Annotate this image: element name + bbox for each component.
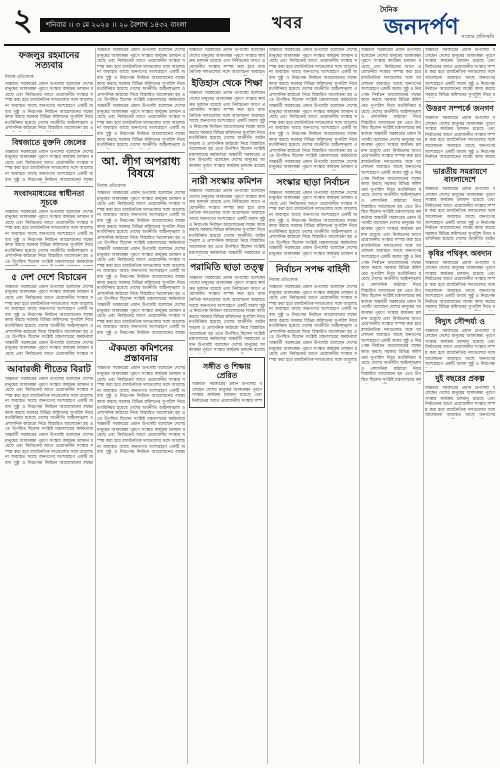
header-rule xyxy=(4,44,496,46)
divider xyxy=(5,186,93,187)
divider xyxy=(269,174,357,175)
column-4 xyxy=(269,48,357,764)
brand-small-label: দৈনিক xyxy=(380,6,398,14)
divider xyxy=(97,152,185,153)
boxed-article xyxy=(189,357,265,408)
article-body: অন্তর্বর্তী সরকারের প্রধান উপদেষ্টা বলেছেন দেশের মানুষের আকাঙ্ক্ষা পূরণে সংস্কার কার্যক্রম চলমান রয়েছে এবং নির্বাচনের আগে প্রয়োজনীয় সংস্কার সম্পন্ন করা হবে রাজনৈতিক দলগুলোর সঙ্গে আলোচনা অব্যাহত আছে জনগণের অংশগ্রহণে একটি অবাধ সুষ্ঠু ও নিরপেক্ষ নির্বাচন আয়োজনের লক্ষ্যে কাজ করছে সরকার বিভিন্ন কমিশনের সুপারিশ নিয়ে মতবিনিময় হয়েছে দেশের অর্থনীতি আইনশৃঙ্খলা ও প্রশাসনিক কাঠামো নিয়ে বিস্তারিত আলোচনা হয় এতে উপস্থিত ছিলেন সংশ্লিষ্ট মন্ত্রণালয়ের কর্মকর্তারা অন্তর্বর্তী সরকারের প্রধান উপদেষ্টা বলেছেন দেশের মানুষের আকাঙ্ক্ষা পূরণে সংস্কার কার্যক্রম চলমান রয়েছে এবং নির্বাচনের আগে প্রয়োজনীয় সংস্কার সম্পন্ন করা হবে রাজনৈতিক দলগুলোর সঙ্গে আলোচনা অব্যাহত আছে জনগণের অংশগ্রহণে একটি অবাধ সুষ্ঠু ও নিরপেক্ষ নির্বাচন আয়োজনের লক্ষ্যে কাজ করছে সরকার বিভিন্ন কমিশনের সুপারিশ নিয়ে মতবিনিময় হয়েছে দেশের অর্থনীতি আইনশৃঙ্খলা ও xyxy=(97,48,185,149)
article-body: অন্তর্বর্তী সরকারের প্রধান উপদেষ্টা বলেছেন দেশের মানুষের আকাঙ্ক্ষা পূরণে সংস্কার কার্যক্রম চলমান রয়েছে এবং নির্বাচনের আগে প্রয়োজনীয় সংস্কার সম্পন্ন করা হবে রাজনৈতিক দলগুলোর সঙ্গে আলোচনা অব্যাহত আছে জনগণের অংশগ্রহণে একটি অবাধ সুষ্ঠু ও নিরপেক্ষ নির্বাচন আয়োজনের লক্ষ্যে কাজ করছে সরকার বিভিন্ন কমিশনের সুপারিশ নিয়ে ম xyxy=(425,260,495,311)
page-number: ২ xyxy=(13,3,33,38)
article-body: অন্তর্বর্তী সরকারের প্রধান উপদেষ্টা বলেছেন দেশের মানুষের আকাঙ্ক্ষা পূরণে সংস্কার কার্যক্রম চলমান রয়েছে এবং নির্বাচনের আগে প্রয়োজনীয় সংস্কার সম্পন্ন করা হবে রাজনৈতিক দলগুলোর সঙ্গে আলোচনা অব্যাহত আছে জনগণের অংশগ্রহণে একটি অবাধ সুষ্ঠু ও নিরপেক্ষ নির্বাচন আয়োজনের লক্ষ্যে কাজ করছে সরকার বিভিন্ন কমিশনের সুপারিশ নিয়ে মতবিনিময় হয়েছে দেশের অর্থনীতি আইনশৃঙ্খলা ও প্রশাসনিক কাঠামো নিয়ে বিস্তারিত আলোচনা হয় এতে উপস্থিত ছিলেন সংশ্লিষ্ট মন্ত্রণালয়ের কর্মকর্তারা অন্তর্বর্তী সরকারের প্রধান উপদেষ্টা বলেছেন দেশের মানুষের আকাঙ্ক্ষা পূরণে সংস্কার কার্যক্রম চলমান রয়েছে এবং নির্বাচনের আগে প্রয়োজনীয় সংস্কার সম্পন্ন করা হবে রাজনৈতিক দলগুলোর সঙ্গে আলোচনা অব্যাহত আছে জনগণের অংশগ্রহণে একটি অবাধ সুষ্ঠু ও নিরপেক্ষ নির্বাচন আয়োজনের লক্ষ্যে কাজ করছে সরকার বিভিন্ন কমিশনের সুপারিশ নিয়ে মতবিনিময় হয়েছে দেশের অর্থনীতি আইনশৃঙ্খলা ও প্রশাসনিক কাঠামো নিয়ে বিস্তারিত আলোচনা হয় এতে উপস্থিত ছিলেন সংশ্লিষ্ট মন্ত্রণালয়ের কর্মকর্তারা অন্তর্বর্তী সরকারের প্রধান উপদেষ্টা বলেছেন দেশের মানুষের আকাঙ্ক্ষা পূরণে সংস্কার কার্যক্রম চলমান রয়েছে এবং নির্বাচনের আগে প্রয়োজনীয় সংস্কার সম্পন্ন করা হবে রাজনৈতিক দলগুলোর সঙ্গে আলোচনা অব্যাহত আছে জনগণের অংশগ্রহণে একটি অবাধ সুষ্ঠু ও নিরপেক্ষ নির্বাচন আয়োজনের লক্ষ্যে কাজ করছে সরকার বিভিন্ন কমিশনের সুপারিশ নিয়ে মতবিনিময় হয়েছে দেশের অর্থনীতি আইনশৃঙ্খলা ও প্রশাসনিক কাঠামো নিয়ে বিস্তারিত আলোচনা হয় এতে উপস্থিত ছিলেন সংশ্লিষ্ট মন্ত্রণালয়ের কর্মকর্তারা অন্তর্বর্তী সরকারের প্রধান উপদেষ্টা বলেছেন দেশের মানুষের আকাঙ্ক্ষা পূরণে সংস্কার কার্যক্রম চলমান রয়েছে এবং নির্বাচনের আগে প্রয়োজনীয় সংস্কার সম্পন্ন করা হবে রাজনৈতিক দলগুলোর সঙ্গে আলোচনা অব্যাহত আছে জনগণের অংশগ্রহণে একটি অবাধ সুষ্ঠু ও নিরপেক্ষ নির্বাচন আয়োজনের লক্ষ্যে কাজ করছে সরকার বিভিন্ন কমিশনের সুপারিশ নিয়ে মতবিনিময় হয়েছে দেশের অর্থনীতি আইনশৃঙ্খলা ও প্রশাসনিক কাঠামো নিয়ে বিস্তারিত আলোচনা হয় এতে উপস্থিত ছিলেন সংশ্লিষ্ট মন্ত্রণালয়ের কর্ম xyxy=(361,48,421,384)
article-body: অন্তর্বর্তী সরকারের প্রধান উপদেষ্টা বলেছেন দেশের মানুষের আকাঙ্ক্ষা পূরণে সংস্কার কার্যক্রম চলমান রয়েছে এবং নির্বাচনের আগে প্রয়োজনীয় সংস্কার সম্পন্ন করা হবে রাজনৈতিক দলগুলোর সঙ্গে আলোচনা অব্যাহত আছে জনগণের অংশগ্রহণে একটি অবাধ সুষ্ঠু ও নিরপেক্ষ নির্বাচন আয়োজনের লক্ষ্যে কাজ করছে সরকার বিভিন্ন কমিশনের সুপারিশ নিয়ে মতবিনিময় হয়েছে দেশের অর্থনীতি আইনশৃঙ্খলা ও প্রশাসনিক কাঠামো নিয়ে বিস্তারিত আলোচনা হয় এতে উপস্থিত ছিলেন সংশ্লিষ্ট মন্ত্রণালয়ের কর্মকর্তারা অন্তর্বর্তী সরকারের প্রধান উপদেষ্টা বলেছেন দেশের মানুষের আকাঙ্ক্ষা পূরণে সংস্কার কার্যক্রম চলমান রয়েছে এবং নির্বাচনের আগে প্রয়োজনীয় সংস্কার সম্পন্ন করা হবে রাজনৈতিক দলগুলোর সঙ্গে আলোচ xyxy=(269,285,357,363)
divider xyxy=(5,269,93,270)
date-line: শনিবার ।। ৩ মে ২০২৫ ।। ২০ বৈশাখ ১৪৩২ বাংলা xyxy=(40,18,230,32)
article-body: অন্তর্বর্তী সরকারের প্রধান উপদেষ্টা বলেছেন দেশের মানুষের আকাঙ্ক্ষা পূরণে সংস্কার কার্যক্রম চলমান রয়েছে এবং নির্বাচনের আগে প্রয়োজনীয় সংস্কার সম্পন্ন করা হবে রাজনৈতিক দলগুলোর সঙ্গে আলোচনা অব্যাহত আছে জনগণের xyxy=(425,385,495,419)
headline: ঐকমত্য কমিশনের প্রস্তাবনার xyxy=(108,343,174,365)
masthead xyxy=(0,0,500,46)
article-body: অন্তর্বর্তী সরকারের প্রধান উপদেষ্টা বলেছেন দেশের মানুষের আকাঙ্ক্ষা পূরণে সংস্কার কার্যক্রম চলমান রয়েছে এবং নির্বাচনের আগে প্রয়োজনীয় সংস্কার সম্পন্ন করা হবে রাজনৈতিক দলগুলোর সঙ্গে আলোচনা অব্যাহত আছে জনগণের অংশগ্রহণে একটি অবাধ সুষ্ঠু ও নিরপেক্ষ নির্বাচন আয়োজনের লক্ষ্যে কাজ করছে সরকার বিভিন্ন কমিশনের সুপারিশ নিয়ে মতবিনিময় হয়েছে দেশের অর্থনীতি আইনশৃঙ্খলা ও প্রশাসনিক কাঠামো নিয়ে বিস্তারিত আলোচনা হয় এতে উপস্থিত ছিলেন সংশ্লিষ্ট মন্ত্রণালয়ের কর্মকর্তারা অন্তর্বর্তী সরকারের প্রধান উপদেষ্টা বলেছেন দেশের মানুষের আকাঙ্ক্ষা পূরণে সংস্কার কার্যক্রম চলমান রয়েছে এবং নির্বাচনের আগে প্রয়োজনীয় সংস্কার সম্পন্ন করা হবে রাজনৈতিক দলগুলোর সঙ্গে আলোচনা অব্যাহত আছে জনগণের অংশগ্রহণে একটি অবাধ সুষ্ঠু ও নিরপেক্ষ নির্বাচন আয়োজনের লক্ষ্যে কাজ করছে সরকার বিভিন্ন কমিশনের সুপারিশ নিয়ে মতবিনিময় হয়েছে দেশের অর্থনীতি আইনশৃঙ্খলা ও প্রশাসনিক কাঠামো নিয়ে বিস্তারিত আলোচনা হয় এতে উপস্থিত ছিলেন সংশ্লিষ্ট মন্ত্রণালয়ের কর্মকর্তারা অন্তর্বর্তী সরকারের প্রধান উপদেষ্টা বলেছেন দেশের মানুষের আকাঙ্ক্ষা পূরণে সংস্কার কার্যক্রম চলমান র xyxy=(269,48,357,171)
article-body: অন্তর্বর্তী সরকারের প্রধান উপদেষ্টা বলেছেন দেশের মানুষের আকাঙ্ক্ষা পূরণে সংস্কার কার্যক্রম চলমান রয়েছে এবং নির্বাচনের আগে প্রয়োজনীয় সংস্কার সম্পন্ন করা হবে রাজনৈতিক দলগুলোর সঙ্গে আলোচনা অব্যাহত আছে জনগণের অংশগ্রহণে একটি অবাধ সুষ্ঠু ও নিরপেক্ষ নির্বাচন আয়োজনের লক্ষ্যে কাজ করছে সরকার বিভিন্ন কমিশনের সুপারিশ নিয়ে মতবিনিময় হয়েছে দেশের অর্থনীতি আইনশৃঙ্খলা ও প্রশাসনিক কাঠামো নিয়ে বিস্তারিত আলোচনা হয় এতে উপস্থিত ছিলেন সংশ্লিষ্ট মন্ত্রণালয়ের কর্মকর্তারা অন্তর্বর্তী সরকারের প্রধান উপদেষ্টা বলেছেন দেশের মানুষের আকাঙ্ক্ষা পূরণে সংস্কার কার্যক্রম চলমান রয়েছে এবং নির্বাচনের আগে প্রয়োজনীয় সংস্কার সম্পন্ন করা হবে রাজনৈতিক দলগুলোর সঙ্গে আলোচনা অব্যাহত আছে জনগণের অংশগ্রহণে একটি অবাধ সুষ্ঠু ও নিরপেক্ষ নির্বাচন আয়োজনের লক্ষ্যে কাজ করছে সরকার বিভিন্ন কমিশনের সুপারিশ নিয়ে মতবিনিময় হয়েছে দেশের অর্থনীতি আইনশৃঙ্খলা ও প্রশাসনিক কাঠামো নিয়ে বিস্তারিত আলোচনা হয় এতে উপস্থিত ছিলেন সংশ্লিষ্ট মন্ত্রণালয়ের কর্মকর্তারা অন্তর্বর্তী সরকারের প্রধান উপদেষ্টা বলেছেন দেশের মানুষের আকাঙ্ক্ষা পূরণে সংস্কার কার্যক্রম চলমান রয়েছে এবং নির্বাচনের আগে প্রয়োজনীয় সংস্কার সম্পন্ন করা হবে রাজনৈতিক দলগুলোর সঙ্গে আলোচনা অব্যাহত আছে জনগণের অংশগ্রহণে একটি অবাধ সুষ্ঠু ও নিরপেক্ষ নির্বাচন আয়োজনের লক্ষ্যে xyxy=(97,191,185,336)
article-body: অন্তর্বর্তী সরকারের প্রধান উপদেষ্টা বলেছেন দেশের মানুষের আকাঙ্ক্ষা পূরণে সংস্কার কার্যক্রম চলমান রয়েছে এবং নির্বাচনের আগে প্রয়োজনীয় সংস্কার সম্পন্ন করা হবে রাজনৈতিক দলগুলোর সঙ্গে আলোচনা অব্যাহত আছে জনগণের অংশগ্রহণে একটি অবাধ সুষ্ঠু ও নিরপেক্ষ নির্বাচন আয়োজনের লক্ষ্যে কাজ করছে সরকার বিভিন্ন কমিশনের সুপারিশ নিয়ে মতবিনিময় হয়েছে দেশের অর্থনীতি আইনশৃঙ্খলা ও প্রশাসনিক কাঠামো নিয়ে বিস্তারিত আলোচনা হয় এতে উপস্থিত ছিলেন সংশ্লিষ্ট মন্ত্রণালয়ের কর্মকর্তারা অন্তর্বর্তী সরকারের প্রধান উপদেষ্টা বলেছেন দেশের মানুষের আকাঙ্ক্ষা পূরণে সংস্কার কার্যক্রম চলমান রয়েছে xyxy=(189,91,265,170)
column-divider xyxy=(95,48,96,764)
divider xyxy=(5,135,93,136)
column-2 xyxy=(97,48,185,764)
article-body: অন্তর্বর্তী সরকারের প্রধান উপদেষ্টা বলেছেন দেশের মানুষের আকাঙ্ক্ষা পূরণে সংস্কার কার্যক্রম চলমান রয়েছে এবং নির্বাচনের আগে প্রয়োজনীয় সংস্কার সম্পন্ন করা হবে রাজনৈতিক দলগুলোর সঙ্গে আলোচনা অব্যাহত আছে জনগণের অংশগ্রহণে একটি অবাধ সুষ্ঠু ও নিরপেক্ষ xyxy=(425,328,495,368)
headline: আ. লীগ অপরাধ্য বিষয়ে xyxy=(101,154,181,181)
column-divider xyxy=(267,48,268,764)
column-divider xyxy=(187,48,188,764)
section-title: খবর xyxy=(272,13,304,32)
byline: নিজস্ব প্রতিবেদক xyxy=(97,184,126,190)
article-body: অন্তর্বর্তী সরকারের প্রধান উপদেষ্টা বলেছেন দেশের মানুষের আকাঙ্ক্ষা পূরণে সংস্কার কার্যক্রম চলমান রয়েছে এবং নির্বাচনের আগে প্রয়োজনীয় সংস্কার সম্প xyxy=(192,382,262,405)
article-body: অন্তর্বর্তী সরকারের প্রধান উপদেষ্টা বলেছেন দেশের মানুষের আকাঙ্ক্ষা পূরণে সংস্কার কার্যক্রম চলমান রয়েছে এবং নির্বাচনের আগে প্রয়োজনীয় সংস্কার সম্পন্ন করা হবে রাজনৈতিক দলগুলোর সঙ্গে আলোচনা অব্যাহত আছে জনগণের অংশগ্রহণে একটি অবাধ সুষ্ঠু ও নিরপেক্ষ নির্বাচন আয়োজনের লক্ষ্যে কাজ করছে সরকার বিভিন্ন কমিশনের সুপারিশ নিয়ে মতবিনিময় হয়েছে দেশের অর্থনীতি আইনশৃঙ্খলা ও প্রশাসনিক কাঠামো নিয়ে বিস্তারিত আলোচনা হয় এতে উপস্থিত ছিলেন সংশ্লিষ্ট মন্ত্রণালয়ের কর্মকর্তারা অন্তর্বর্তী সরকারের প্রধান উপদেষ্টা বলেছেন দেশের মানুষের আকাঙ্ক্ষা পূরণে সংস্কার কার্যক্রম চলমান রয়েছে xyxy=(189,275,265,354)
article-body: অন্তর্বর্তী সরকারের প্রধান উপদেষ্টা বলেছেন দেশের মানুষের আকাঙ্ক্ষা পূরণে সংস্কার কার্যক্রম চলমান রয়েছে এবং নির্বাচনের আগে প্রয়োজনীয় সংস্কার সম্পন্ন করা হবে রাজনৈতিক দলগুলোর সঙ্গে আলোচনা অব্যাহত আছে জনগণের অংশগ্রহণে একটি অবাধ সুষ্ঠু ও নিরপেক্ষ নির্বাচন আয়োজনের লক্ষ্যে xyxy=(5,149,93,183)
article-body: অন্তর্বর্তী সরকারের প্রধান উপদেষ্টা বলেছেন দেশের মানুষের আকাঙ্ক্ষা পূরণে সংস্কার কার্যক্রম চলমান রয়েছে এবং নির্বাচনের আগে প্রয়োজনীয় সংস্কার সম্পন্ন করা হবে রাজনৈতিক দলগুলোর সঙ্গে আলোচনা অব্যাহত আছে জনগণের অংশগ্রহণে একটি অবাধ সুষ্ঠু ও নিরপেক্ষ নির্বাচন আয়োজনের লক্ষ্যে কাজ করছে সরকার বিভিন্ন কমিশনের সুপারিশ নিয়ে মতবিনিময় হয়েছে দেশের অর্থনীতি আইনশৃঙ্খলা ও প্রশাসনিক কাঠামো নিয়ে বিস্তারিত আলোচনা হয় এতে উপস্থিত ছিলেন সংশ্লিষ্ট মন্ত্রণালয়ের কর্মকর্তারা অন্তর্বর্তী সরকারের প্রধান উপদেষ্টা বলেছেন দেশের মানুষের আকাঙ্ক্ষা পূরণে সংস্কার কার্যক্রম চলমান রয়েছে এবং নির্বাচনের আগে প্রয়োজনীয় সংস্কার সম্পন্ন করা হবে রাজনৈতিক দলগুলোর সঙ্গে আলোচনা অব্যাহত আছে জনগণের অংশগ্রহণে একটি অবাধ সুষ্ঠু ও নিরপেক্ষ নির্বাচন আয়োজনের লক্ষ্যে xyxy=(5,377,93,466)
article-body: অন্তর্বর্তী সরকারের প্রধান উপদেষ্টা বলেছেন দেশের মানুষের আকাঙ্ক্ষা পূরণে সংস্কার কার্যক্রম চলমান রয়েছে এবং নির্বাচনের আগে প্রয়োজনীয় সংস্কার সম্পন্ন করা হবে রাজনৈতিক দলগুলোর সঙ্গে আলোচনা অব্যাহত আছে জনগণের অংশগ্রহণে একটি অবাধ সুষ্ঠু ও নিরপেক্ষ নির্বাচন আয়োজনের লক্ষ্যে কাজ করছে xyxy=(425,116,495,161)
headline: ৫ দেশ দেশে বিচারেন xyxy=(11,272,87,283)
column-5 xyxy=(361,48,421,764)
headline: নারী সংস্কার কমিশন xyxy=(191,176,263,187)
divider xyxy=(425,101,495,102)
article-body: অন্তর্বর্তী সরকারের প্রধান উপদেষ্টা বলেছেন দেশের মানুষের আকাঙ্ক্ষা পূরণে সংস্কার কার্যক্রম চলমান রয়েছে এবং নির্বাচনের আগে প্রয়োজনীয় সংস্কার সম্পন্ন করা হবে রাজনৈতিক দলগুলোর সঙ্গে আলোচনা অব্যাহত আছে জনগণের অংশগ্রহণে একটি অবাধ সুষ্ঠু ও নিরপেক্ষ নির্বাচন আয়োজনের লক্ষ্যে কাজ করছে সরকার বিভিন্ন কমিশনের সুপারিশ নিয়ে মতবিনিময় হয়েছে দেশের অর্থনীতি আইনশৃঙ্খলা ও প্রশাসনিক কাঠামো নিয়ে বিস্তারিত আলোচনা হয় এতে উপস্থিত ছিলেন সংশ্লিষ্ট মন্ত্রণালয়ের কর্মকর্তারা অন্তর্বর্তী সরকারের প্রধান উপদেষ্টা বলেছেন দেশের মানুষের আকাঙ্ক্ষা পূরণে সংস্কার কার্যক্রম চলমান রয়েছে এবং নির্বাচনের আগে প্রয়োজনীয় সংস্কার সম্পন্ন করা হবে রাজনৈতিক দলগুলোর সঙ্গে আলোচনা অব্যাহত আছে জনগণের অংশগ্রহণে একটি অবাধ সুষ্ঠু ও নিরপেক্ষ নির্বাচন আয়োজনের লক্ষ্যে xyxy=(97,366,185,456)
article-body: অন্তর্বর্তী সরকারের প্রধান উপদেষ্টা বলেছেন দেশের মানুষের আকাঙ্ক্ষা পূরণে সংস্কার কার্যক্রম চলমান রয়েছে এবং নির্বাচনের আগে প্রয়োজনীয় সংস্কার সম্পন্ন করা হবে রাজনৈতিক দলগুলোর সঙ্গে আলোচনা অব্যাহত আছে জনগণের অংশগ্রহণে একটি অবাধ সুষ্ঠু ও নিরপেক্ষ নির্বাচন আয়োজনের লক্ষ্যে কাজ করছে সরকার বিভিন্ন কমিশনের সুপারিশ নিয়ে ম xyxy=(425,48,495,98)
headline: বিদ্যুৎ সৌন্দর্য্য ও xyxy=(435,317,485,327)
divider xyxy=(269,261,357,262)
column-3 xyxy=(189,48,265,764)
headline: ইতিহাস থেকে শিক্ষা xyxy=(191,79,263,89)
divider xyxy=(97,340,185,341)
headline: বিশ্বজাতে মুক্তনি জেলের xyxy=(12,138,86,148)
article-body: অন্তর্বর্তী সরকারের প্রধান উপদেষ্টা বলেছেন দেশের মানুষের আকাঙ্ক্ষা পূরণে সংস্কার কার্যক্রম চলমান রয়েছে এবং নির্বাচনের আগে প্রয়োজনীয় সংস্কার সম্পন্ন করা হবে রাজনৈতিক দলগুলোর সঙ্গে আলোচনা অব্যাহত xyxy=(189,48,265,76)
brand-name: জনদর্পণ xyxy=(384,14,460,40)
headline: নির্বাচন সপক্ষ বাহিনী xyxy=(275,264,351,275)
article-body: অন্তর্বর্তী সরকারের প্রধান উপদেষ্টা বলেছেন দেশের মানুষের আকাঙ্ক্ষা পূরণে সংস্কার কার্যক্রম চলমান রয়েছে এবং নির্বাচনের আগে প্রয়োজনীয় সংস্কার সম্পন্ন করা হবে রাজনৈতিক দলগুলোর সঙ্গে আলোচনা অব্যাহত আছে জনগণের অংশগ্রহণে একটি অবাধ সুষ্ঠু ও নিরপেক্ষ নির্বাচন আয়োজনের লক্ষ্যে কাজ করছে সরকার বিভিন্ন কমিশনের সুপারিশ নিয়ে মতবিনিময় হয়েছে দেশের অর্থনীতি আইনশৃঙ্খলা ও প্রশাসনিক কাঠামো নিয়ে বিস্তারিত আলোচনা হয় এতে উপস্থিত ছিলেন সংশ্লিষ্ট মন্ত্রণালয়ের কর্মকর্তারা xyxy=(5,209,93,265)
headline: ফজলুর রহমানের সত্যবার xyxy=(18,51,80,72)
divider xyxy=(425,164,495,165)
divider xyxy=(5,361,93,362)
byline: নিজস্ব প্রতিবেদক xyxy=(269,278,298,284)
divider xyxy=(425,246,495,247)
headline: আবারজী শীতের বিরাট xyxy=(7,364,91,375)
divider xyxy=(425,314,495,315)
headline: সংস্কার ছাড়া নির্বাচন xyxy=(276,178,350,189)
headline: দুই বছরের প্রকল্প xyxy=(435,373,485,383)
headline: ভারতীয় সমরায়ণে বাংলাদেশে xyxy=(432,166,488,185)
article-body: অন্তর্বর্তী সরকারের প্রধান উপদেষ্টা বলেছেন দেশের মানুষের আকাঙ্ক্ষা পূরণে সংস্কার কার্যক্রম চলমান রয়েছে এবং নির্বাচনের আগে প্রয়োজনীয় সংস্কার সম্পন্ন করা হবে রাজনৈতিক দলগুলোর সঙ্গে আলোচনা অব্যাহত আছে জনগণের অংশগ্রহণে একটি অবাধ সুষ্ঠু ও নিরপেক্ষ নির্বাচন আয়োজনের লক্ষ্যে কাজ করছে সরকার বিভিন্ন কমিশনের সুপারিশ নিয়ে মতবিনিময় হয়েছে দেশের অর্থনীতি আইনশৃঙ্খলা ও প্রশাসনিক কাঠামো নিয়ে বিস্তারিত আলোচনা হয় এ xyxy=(5,81,93,132)
article-body: অন্তর্বর্তী সরকারের প্রধান উপদেষ্টা বলেছেন দেশের মানুষের আকাঙ্ক্ষা পূরণে সংস্কার কার্যক্রম চলমান রয়েছে এবং নির্বাচনের আগে প্রয়োজনীয় সংস্কার সম্পন্ন করা হবে রাজনৈতিক দলগুলোর সঙ্গে আলোচনা অব্যাহত আছে জনগণের অংশগ্রহণে একটি অবাধ সুষ্ঠু ও নিরপেক্ষ নির্বাচন আয়োজনের লক্ষ্যে কাজ করছে সরকার বিভিন্ন কমিশনের সুপারিশ নিয়ে মতবিনিময় হয়েছে দেশের অর্থনীতি আইন xyxy=(425,187,495,243)
divider xyxy=(189,259,265,260)
headline: সংবাদমাধ্যমের স্বাধীনতা সূচকে xyxy=(13,189,85,207)
column-1 xyxy=(5,48,93,764)
byline: নিজস্ব প্রতিবেদক xyxy=(5,74,34,80)
headline: পরামিতি ছাড়া তত্ত্ব xyxy=(190,263,264,274)
column-6 xyxy=(425,48,495,764)
brand-logo xyxy=(380,4,494,42)
headline: সঙ্গীত ও শিক্ষায় প্রেরিত xyxy=(203,362,251,380)
brand-tagline: সত্যের প্রতিচ্ছবি xyxy=(461,34,494,40)
divider xyxy=(425,371,495,372)
article-body: অন্তর্বর্তী সরকারের প্রধান উপদেষ্টা বলেছেন দেশের মানুষের আকাঙ্ক্ষা পূরণে সংস্কার কার্যক্রম চলমান রয়েছে এবং নির্বাচনের আগে প্রয়োজনীয় সংস্কার সম্পন্ন করা হবে রাজনৈতিক দলগুলোর সঙ্গে আলোচনা অব্যাহত আছে জনগণের অংশগ্রহণে একটি অবাধ সুষ্ঠু ও নিরপেক্ষ নির্বাচন আয়োজনের লক্ষ্যে কাজ করছে সরকার বিভিন্ন কমিশনের সুপারিশ নিয়ে মতবিনিময় হয়েছে দেশের অর্থনীতি আইনশৃঙ্খলা ও প্রশাসনিক কাঠামো নিয়ে বিস্তারিত আলোচনা হয় এতে উপস্থিত ছিলেন সংশ্লিষ্ট মন্ত্রণালয়ের কর্মকর্তারা অন্তর্বর্তী সরকারের প্রধান উপদেষ্টা বলেছেন দেশের মানুষের আকাঙ্ক্ষা পূরণে সংস্কার কার্যক্রম চলমান রয়েছে এবং নির্বাচনের আগে প্রয়োজনীয় সংস্কার স xyxy=(5,284,93,358)
column-divider xyxy=(359,48,360,764)
article-body: অন্তর্বর্তী সরকারের প্রধান উপদেষ্টা বলেছেন দেশের মানুষের আকাঙ্ক্ষা পূরণে সংস্কার কার্যক্রম চলমান রয়েছে এবং নির্বাচনের আগে প্রয়োজনীয় সংস্কার সম্পন্ন করা হবে রাজনৈতিক দলগুলোর সঙ্গে আলোচনা অব্যাহত আছে জনগণের অংশগ্রহণে একটি অবাধ সুষ্ঠু ও নিরপেক্ষ নির্বাচন আয়োজনের লক্ষ্যে কাজ করছে সরকার বিভিন্ন কমিশনের সুপারিশ নিয়ে মতবিনিময় হয়েছে দেশের অর্থনীতি আইনশৃঙ্খলা ও প্রশাসনিক কাঠামো নিয়ে বিস্তারিত আলোচনা হয় এতে উপস্থিত ছিলেন সংশ্লিষ্ট মন্ত্রণালয়ের কর্মকর্তারা অন্তর্বর্তী সরকারের প্র xyxy=(189,189,265,256)
headline: উত্তরণ সম্পর্কে জনগণ xyxy=(426,104,494,114)
headline: কৃষির পথিকৃৎ অবদান xyxy=(428,249,492,259)
article-body: অন্তর্বর্তী সরকারের প্রধান উপদেষ্টা বলেছেন দেশের মানুষের আকাঙ্ক্ষা পূরণে সংস্কার কার্যক্রম চলমান রয়েছে এবং নির্বাচনের আগে প্রয়োজনীয় সংস্কার সম্পন্ন করা হবে রাজনৈতিক দলগুলোর সঙ্গে আলোচনা অব্যাহত আছে জনগণের অংশগ্রহণে একটি অবাধ সুষ্ঠু ও নিরপেক্ষ নির্বাচন আয়োজনের লক্ষ্যে কাজ করছে সরকার বিভিন্ন কমিশনের সুপারিশ নিয়ে মতবিনিময় হয়েছে দেশের অর্থনীতি আইনশৃঙ্খলা ও প্রশাসনিক কাঠামো নিয়ে বিস্তারিত আলোচনা হয় এতে উপস্থিত ছিলেন সংশ্লিষ্ট মন্ত্রণালয়ের কর্মকর্তারা অন্তর্বর্তী সরকারের প্রধান উপদেষ্টা বলেছেন দেশের মানুষের আকাঙ্ক্ষা পূরণে সংস্কার কার্যক্রম চলমান র xyxy=(269,190,357,258)
divider xyxy=(189,173,265,174)
column-divider xyxy=(423,48,424,764)
